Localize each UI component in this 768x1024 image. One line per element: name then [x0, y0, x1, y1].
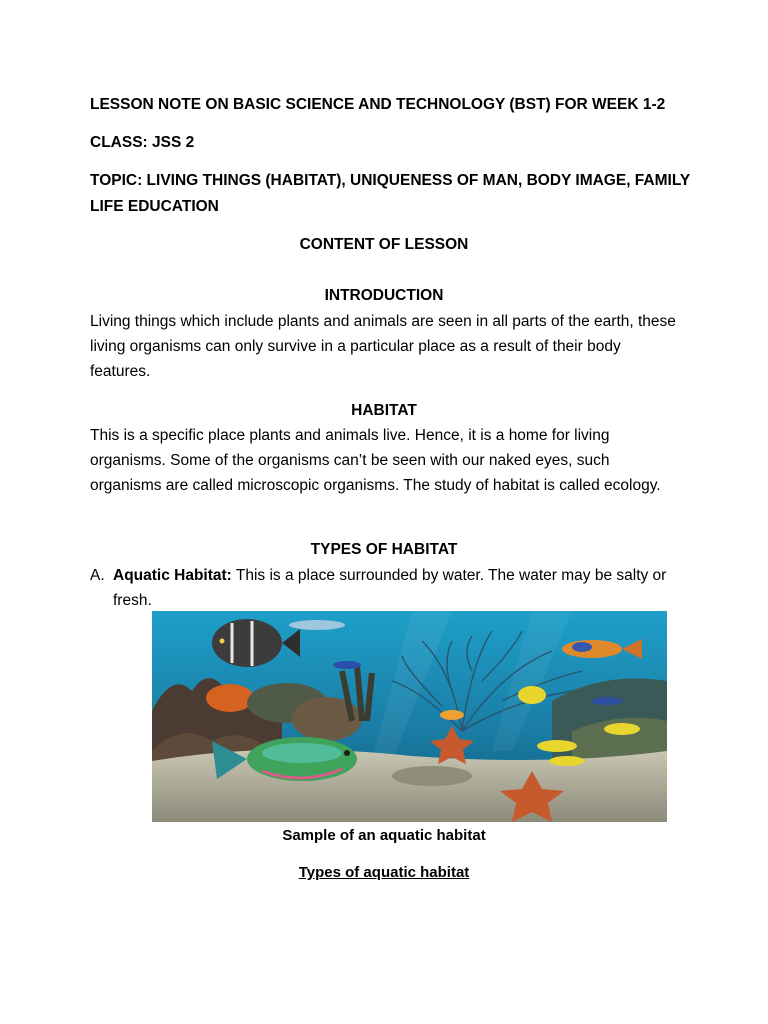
aquatic-habitat-definition: This is a place surrounded by water. The water may be salty or fresh.: [113, 567, 667, 609]
class-line: CLASS: JSS 2: [90, 134, 195, 151]
introduction-paragraph: Living things which include plants and animals are seen in all parts of the earth, these living organisms can only survive in a particular place as a result of their body features.: [90, 313, 676, 380]
topic-line-1: TOPIC: LIVING THINGS (HABITAT), UNIQUENESS OF MAN, BODY IMAGE, FAMILY: [90, 172, 691, 189]
list-item-aquatic-habitat: [90, 563, 680, 613]
list-marker: A.: [90, 567, 105, 584]
list-item-body: [113, 563, 673, 613]
figure-caption: Sample of an aquatic habitat: [282, 827, 486, 844]
aquatic-habitat-term: Aquatic Habitat:: [113, 567, 232, 584]
introduction-heading: INTRODUCTION: [324, 287, 444, 304]
types-of-habitat-heading: TYPES OF HABITAT: [310, 541, 458, 558]
content-heading: CONTENT OF LESSON: [299, 236, 469, 253]
lesson-title: LESSON NOTE ON BASIC SCIENCE AND TECHNOLOGY (BST) FOR WEEK 1-2: [90, 96, 666, 113]
habitat-heading: HABITAT: [351, 402, 417, 419]
types-of-aquatic-habitat-heading: Types of aquatic habitat: [298, 864, 470, 881]
habitat-paragraph: This is a specific place plants and animals live. Hence, it is a home for living organisms. Some of the organisms can’t be seen with our naked eyes, such organisms are called microscopic organisms. The study of habitat is called ecology.: [90, 427, 661, 494]
topic-line-2: LIFE EDUCATION: [90, 198, 219, 215]
aquatic-habitat-photo: [152, 611, 667, 822]
